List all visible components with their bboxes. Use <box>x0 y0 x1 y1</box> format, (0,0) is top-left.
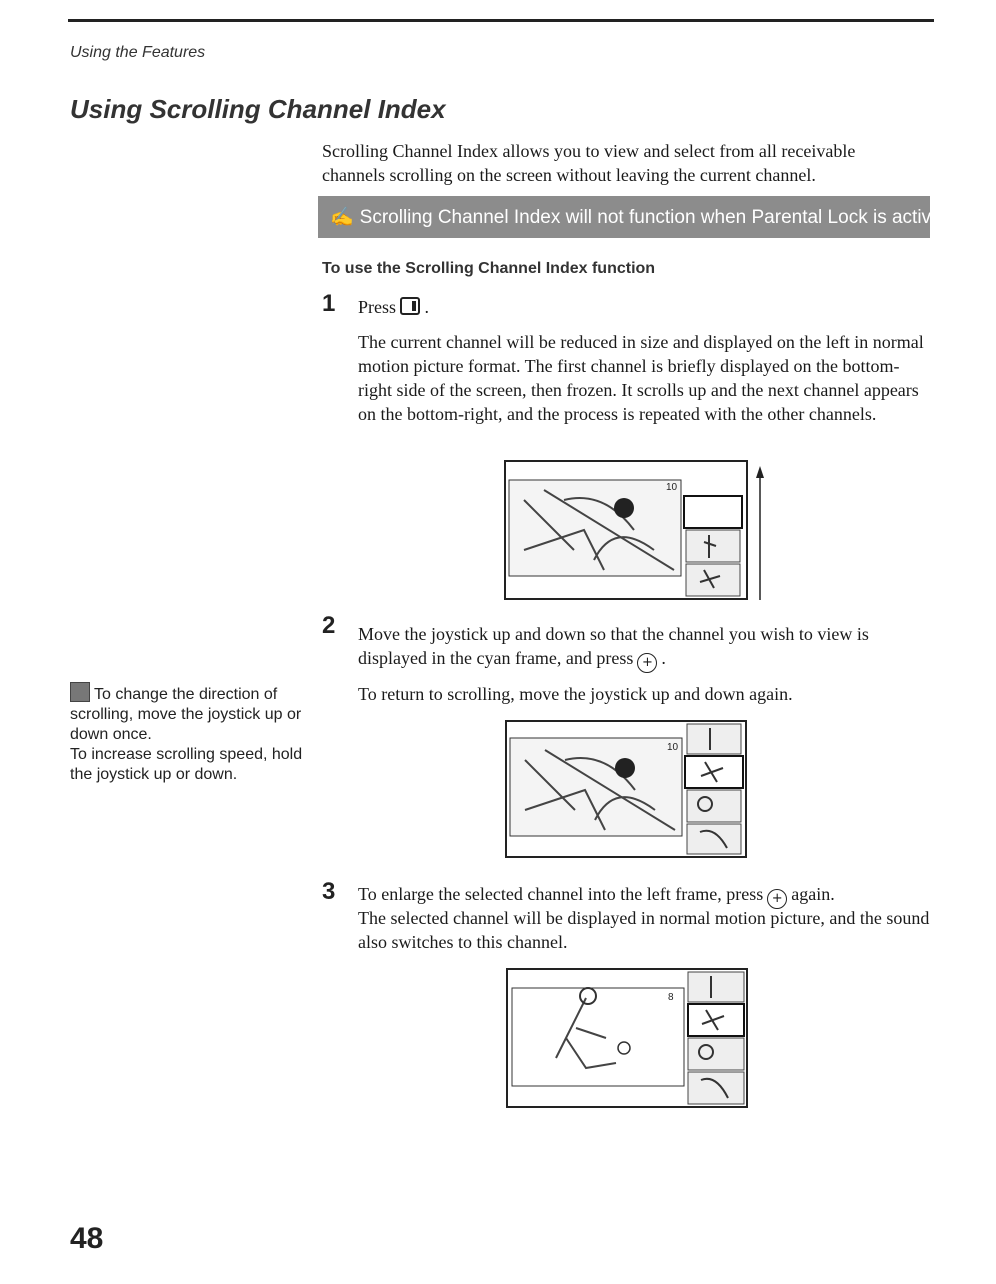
step-2-lead-end: . <box>661 648 666 668</box>
step-2-lead-text: Move the joystick up and down so that the channel you wish to view is displayed in the cyan frame, and press <box>358 624 869 668</box>
figure-2 <box>505 720 749 860</box>
step-3-lead <box>358 882 932 909</box>
index-button-icon <box>400 297 420 315</box>
figure-3 <box>506 968 750 1110</box>
figure-1-helmet <box>614 498 634 518</box>
joystick-press-icon-2: + <box>767 889 787 909</box>
step-2-body: To return to scrolling, move the joystick up and down again. <box>358 684 793 704</box>
figure-1-thumb-2 <box>686 564 740 596</box>
figure-3-thumb-2 <box>688 1038 744 1070</box>
figure-3-main-picture <box>512 988 684 1086</box>
sidebar-tip-2: To increase scrolling speed, hold the joystick up or down. <box>70 746 303 783</box>
figure-2-channel: 10 <box>667 742 679 753</box>
note-text-wrap <box>330 205 973 229</box>
figure-3-cyan-frame <box>688 1004 744 1036</box>
sidebar-tip-1 <box>70 682 320 745</box>
header-rule <box>68 19 934 22</box>
figure-1-cyan-frame <box>684 496 742 528</box>
figure-3-channel: 8 <box>668 992 674 1003</box>
step-3-lead-text: To enlarge the selected channel into the left frame, press <box>358 884 764 904</box>
step-1-lead <box>358 295 930 319</box>
step-2-lead <box>358 622 932 673</box>
step-2-number: 2 <box>322 612 336 639</box>
step-1-lead-end: . <box>424 297 430 317</box>
figure-1-main-picture <box>509 480 681 576</box>
tip-icon <box>70 682 90 702</box>
step-1-body: The current channel will be reduced in size and displayed on the left in normal motion picture format. The first channel is briefly displayed on the bottom-right side of the screen, then frozen. It scrolls up and the next channel appears on the bottom-right, and the process is repeated with the other channels. <box>358 332 924 424</box>
figure-1-arrow-head <box>756 466 764 478</box>
intro-paragraph: Scrolling Channel Index allows you to view and select from all receivable channels scrolling on the screen without leaving the current channel. <box>322 141 856 185</box>
subheading: To use the Scrolling Channel Index function <box>322 260 656 277</box>
step-3-lead-end: again. <box>791 884 835 904</box>
section-header: Using the Features <box>70 44 206 61</box>
figure-2-helmet <box>615 758 635 778</box>
page-number: 48 <box>70 1222 104 1255</box>
figure-2-thumb-1 <box>687 724 741 754</box>
page-title: Using Scrolling Channel Index <box>70 94 446 124</box>
joystick-press-icon: + <box>637 653 657 673</box>
step-3-number: 3 <box>322 878 336 905</box>
figure-2-thumb-3 <box>687 824 741 854</box>
figure-2-thumb-2 <box>687 790 741 822</box>
step-1-lead-text: Press <box>358 297 397 317</box>
pencil-icon: ✍ <box>330 207 354 228</box>
figure-2-main-picture <box>510 738 682 836</box>
sidebar-tip <box>70 682 320 785</box>
figure-1 <box>504 460 766 602</box>
figure-1-channel: 10 <box>666 482 678 493</box>
sidebar-tip-1-text: To change the direction of scrolling, move the joystick up or down once. <box>70 686 302 743</box>
step-1-number: 1 <box>322 290 336 317</box>
step-3-body: The selected channel will be displayed in normal motion picture, and the sound also switches to this channel. <box>358 908 930 952</box>
figure-3-thumb-3 <box>688 1072 744 1104</box>
figure-3-thumb-1 <box>688 972 744 1002</box>
note-text: Scrolling Channel Index will not function when Parental Lock is activated. <box>359 207 974 228</box>
